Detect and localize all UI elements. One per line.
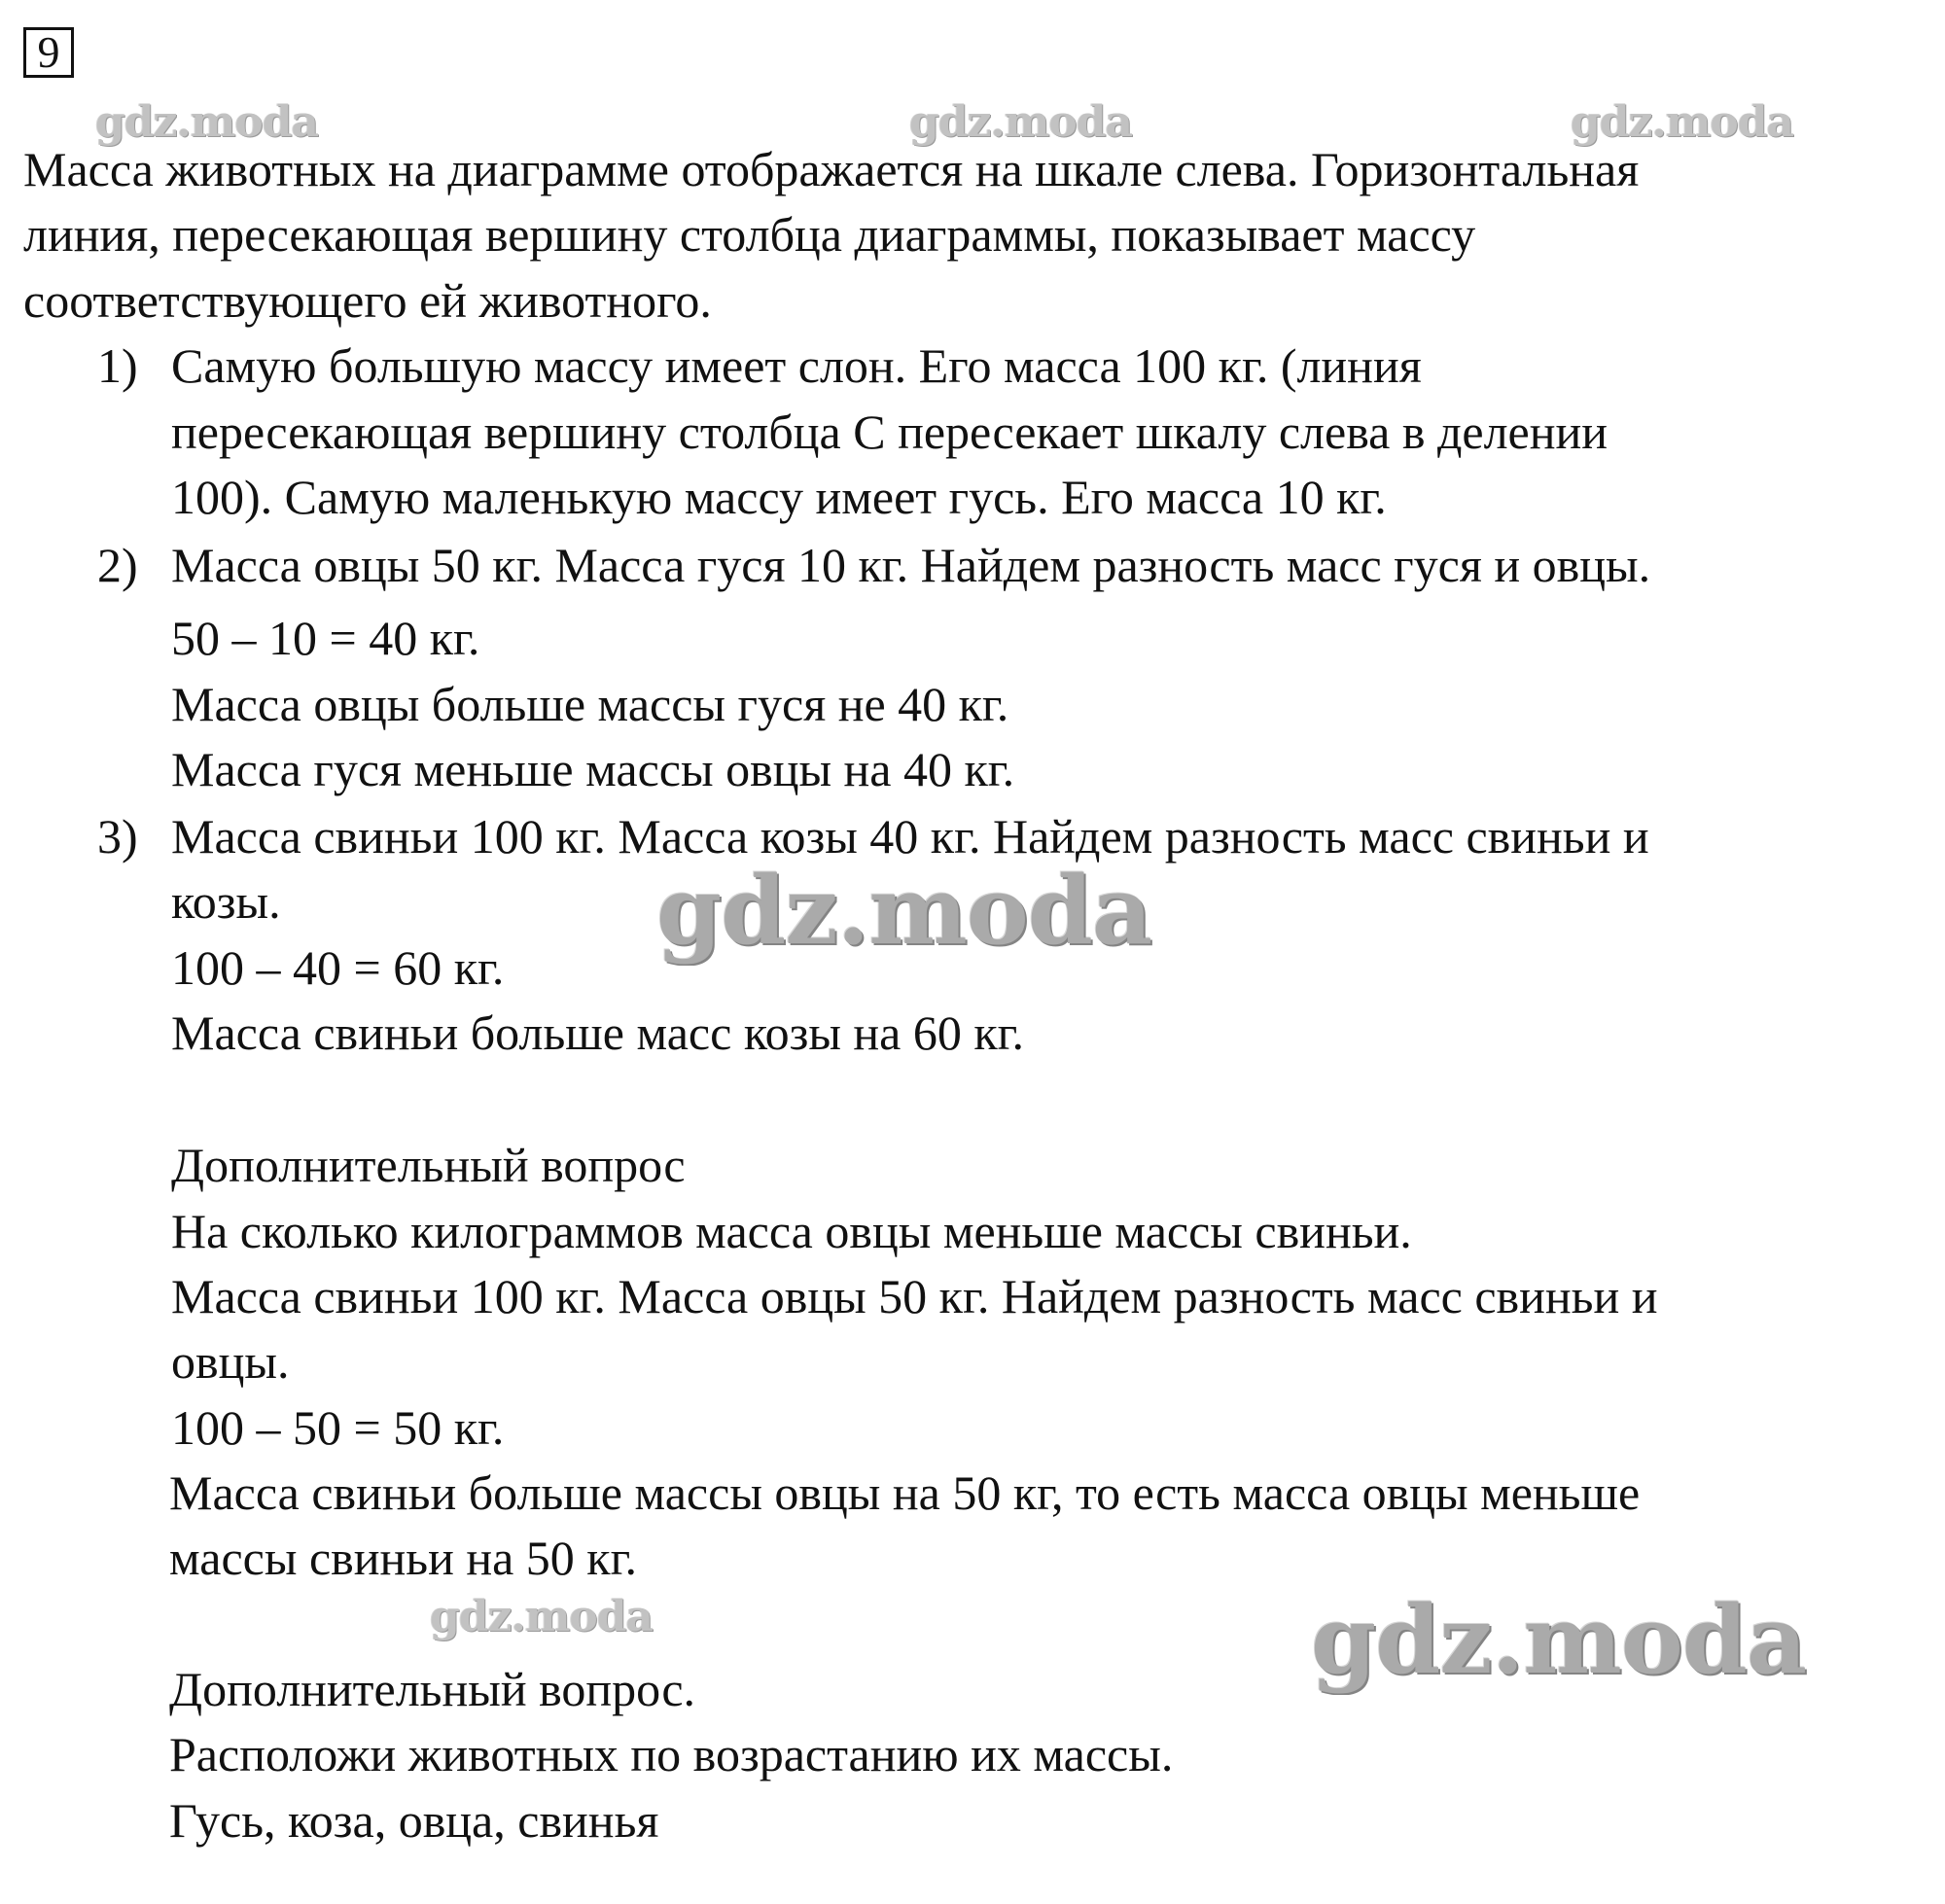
item-line: пересекающая вершину столбца С пересекает шкалу слева в делении	[171, 405, 1609, 459]
item-line: Масса овцы 50 кг. Масса гуся 10 кг. Найдем разность масс гуся и овцы.	[171, 538, 1651, 592]
item-equation: 50 – 10 = 40 кг.	[171, 611, 480, 665]
extra-line: овцы.	[171, 1334, 290, 1389]
watermark-logo-large: gdz.moda	[1311, 1585, 1807, 1695]
intro-line: линия, пересекающая вершину столбца диаграммы, показывает массу	[23, 207, 1476, 262]
item-line: Масса гуся меньше массы овцы на 40 кг.	[171, 742, 1015, 796]
watermark-logo: gdz.moda	[1571, 97, 1794, 147]
extra-answer: Гусь, коза, овца, свинья	[169, 1793, 659, 1848]
item-line: Самую большую массу имеет слон. Его масса 100 кг. (линия	[171, 338, 1422, 393]
watermark-logo: gdz.moda	[95, 97, 319, 147]
item-number: 3)	[97, 809, 138, 864]
task-number-badge: 9	[23, 27, 74, 78]
item-line: 100). Самую маленькую массу имеет гусь. Его масса 10 кг.	[171, 470, 1387, 524]
item-line: козы.	[171, 874, 281, 929]
watermark-logo-large: gdz.moda	[656, 856, 1152, 966]
intro-line: Масса животных на диаграмме отображается на шкале слева. Горизонтальная	[23, 142, 1640, 196]
item-equation: 100 – 40 = 60 кг.	[171, 940, 505, 995]
extra-equation: 100 – 50 = 50 кг.	[171, 1400, 505, 1455]
extra-line: Масса свиньи 100 кг. Масса овцы 50 кг. Найдем разность масс свиньи и	[171, 1269, 1658, 1323]
extra-question-title: Дополнительный вопрос	[171, 1138, 686, 1192]
extra-line: Расположи животных по возрастанию их массы.	[169, 1727, 1174, 1781]
item-number: 1)	[97, 338, 138, 393]
intro-line: соответствующего ей животного.	[23, 273, 712, 328]
item-number: 2)	[97, 538, 138, 592]
watermark-logo: gdz.moda	[909, 97, 1133, 147]
extra-line: Масса свиньи больше массы овцы на 50 кг, то есть масса овцы меньше	[169, 1465, 1641, 1520]
watermark-logo: gdz.moda	[430, 1592, 654, 1641]
item-line: Масса свиньи 100 кг. Масса козы 40 кг. Найдем разность масс свиньи и	[171, 809, 1649, 864]
item-line: Масса овцы больше массы гуся не 40 кг.	[171, 677, 1009, 731]
item-line: Масса свиньи больше масс козы на 60 кг.	[171, 1005, 1025, 1060]
extra-line: массы свиньи на 50 кг.	[169, 1531, 637, 1585]
extra-question-title: Дополнительный вопрос.	[169, 1662, 696, 1716]
extra-line: На сколько килограммов масса овцы меньше массы свиньи.	[171, 1204, 1412, 1258]
